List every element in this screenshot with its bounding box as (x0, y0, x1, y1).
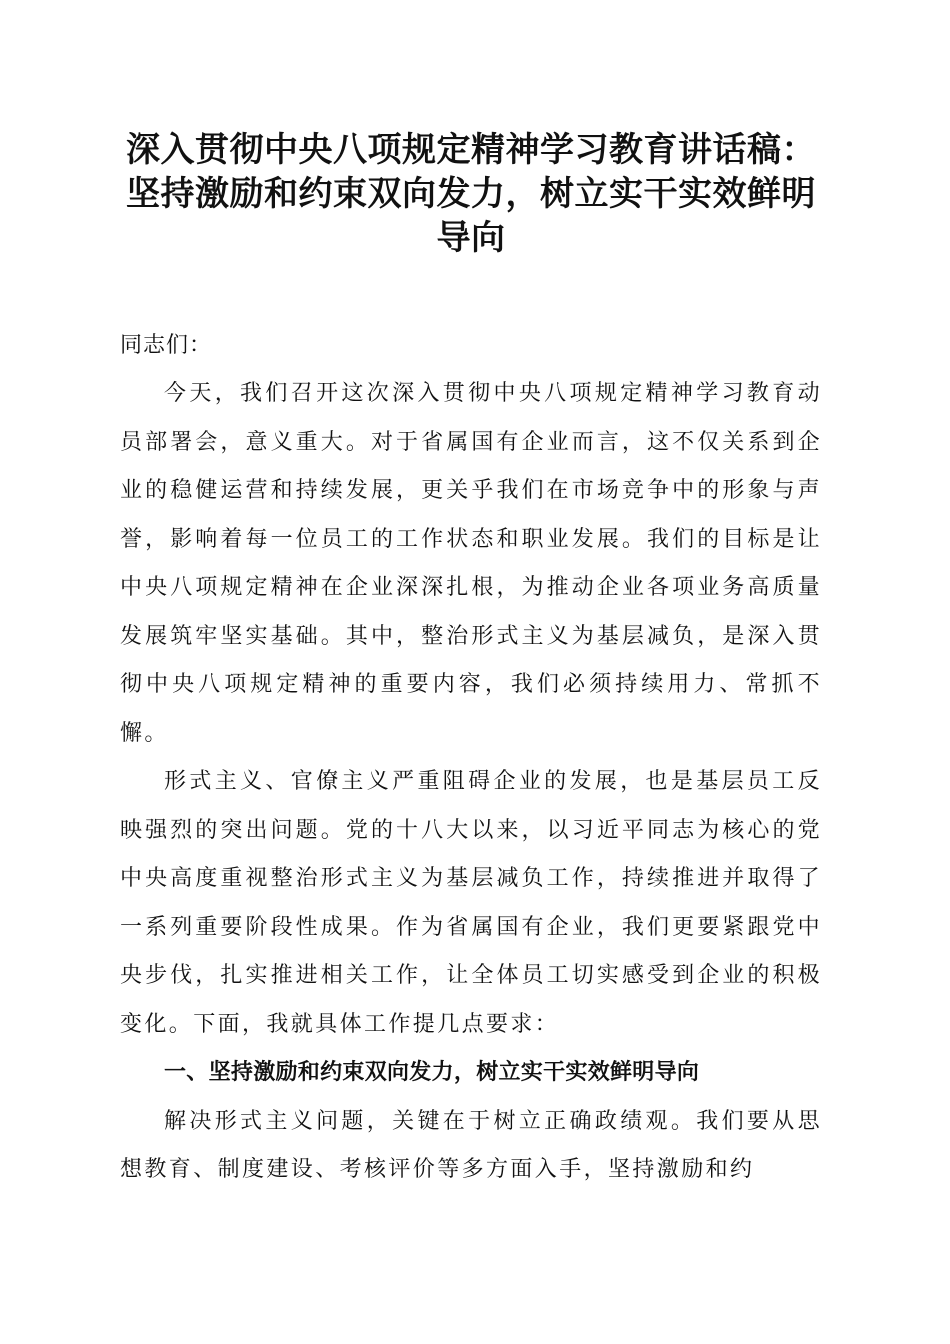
title-line-3: 导向 (436, 218, 506, 258)
section-paragraph: 解决形式主义问题，关键在于树立正确政绩观。我们要从思想教育、制度建设、考核评价等多方面入手，坚持激励和约 (120, 1108, 822, 1182)
body-paragraph-1: 今天，我们召开这次深入贯彻中央八项规定精神学习教育动员部署会，意义重大。对于省属国有企业而言，这不仅关系到企业的稳健运营和持续发展，更关乎我们在市场竞争中的形象与声誉，影响着每一位员工的工作状态和职业发展。我们的目标是让中央八项规定精神在企业深深扎根，为推动企业各项业务高质量发展筑牢坚实基础。其中，整治形式主义为基层减负，是深入贯彻中央八项规定精神的重要内容，我们必须持续用力、常抓不懈。 (120, 381, 822, 746)
document-page (120, 128, 822, 1195)
title-line-1: 深入贯彻中央八项规定精神学习教育讲话稿： (126, 130, 816, 170)
salutation: 同志们： (120, 333, 213, 358)
document-title (120, 128, 822, 260)
title-line-2: 坚持激励和约束双向发力，树立实干实效鲜明 (126, 174, 816, 214)
body-paragraph-2: 形式主义、官僚主义严重阻碍企业的发展，也是基层员工反映强烈的突出问题。党的十八大以来，以习近平同志为核心的党中央高度重视整治形式主义为基层减负工作，持续推进并取得了一系列重要阶段性成果。作为省属国有企业，我们更要紧跟党中央步伐，扎实推进相关工作，让全体员工切实感受到企业的积极变化。下面，我就具体工作提几点要求： (120, 769, 822, 1037)
section-heading: 一、坚持激励和约束双向发力，树立实干实效鲜明导向 (164, 1060, 700, 1085)
